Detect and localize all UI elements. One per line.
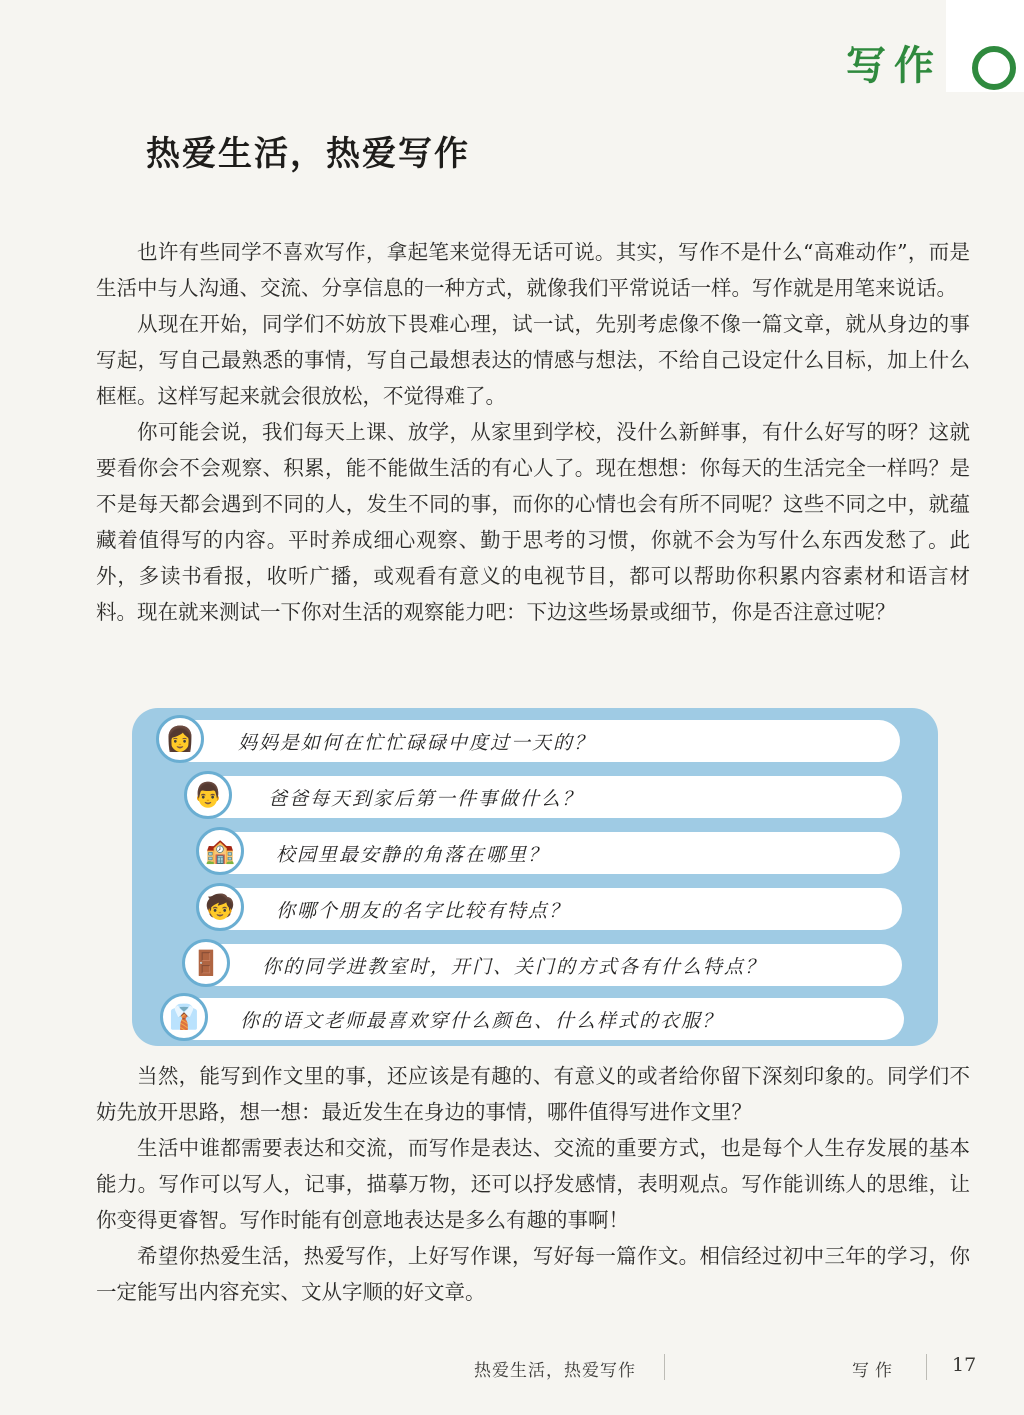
observation-question-panel bbox=[132, 708, 938, 1046]
question-text: 爸爸每天到家后第一件事做什么？ bbox=[268, 787, 584, 810]
page-footer bbox=[0, 1352, 1024, 1382]
paragraph: 你可能会说，我们每天上课、放学，从家里到学校，没什么新鲜事，有什么好写的呀？这就要看你会不会观察、积累，能不能做生活的有心人了。现在想想：你每天的生活完全一样吗？是不是每天都会遇到不同的人，发生不同的事，而你的心情也会有所不同呢？这些不同之中，就蕴藏着值得写的内容。平时养成细心观察、勤于思考的习惯，你就不会为写什么东西发愁了。此外，多读书看报，收听广播，或观看有意义的电视节目，都可以帮助你积累内容素材和语言材料。现在就来测试一下你对生活的观察能力吧：下边这些场景或细节，你是否注意过呢？ bbox=[96, 420, 970, 624]
classmate-icon: 🚪 bbox=[182, 939, 230, 987]
footer-section: 写作 bbox=[852, 1361, 898, 1381]
question-row bbox=[205, 832, 900, 874]
page-title: 热爱生活，热爱写作 bbox=[146, 134, 470, 174]
teacher-icon: 👔 bbox=[160, 993, 208, 1041]
intro-paragraphs bbox=[96, 234, 970, 630]
closing-paragraphs bbox=[96, 1058, 970, 1310]
question-row bbox=[193, 776, 902, 818]
section-tag: 写作 bbox=[846, 42, 942, 89]
chapter-badge bbox=[946, 0, 1024, 92]
paragraph: 也许有些同学不喜欢写作，拿起笔来觉得无话可说。其实，写作不是什么“高难动作”，而是生活中与人沟通、交流、分享信息的一种方式，就像我们平常说话一样。写作就是用笔来说话。 bbox=[96, 240, 970, 300]
question-row bbox=[205, 888, 902, 930]
paragraph: 生活中谁都需要表达和交流，而写作是表达、交流的重要方式，也是每个人生存发展的基本能力。写作可以写人，记事，描摹万物，还可以抒发感情，表明观点。写作能训练人的思维，让你变得更睿智。写作时能有创意地表达是多么有趣的事啊！ bbox=[96, 1136, 970, 1232]
paragraph: 当然，能写到作文里的事，还应该是有趣的、有意义的或者给你留下深刻印象的。同学们不妨先放开思路，想一想：最近发生在身边的事情，哪件值得写进作文里？ bbox=[96, 1064, 970, 1124]
question-text: 妈妈是如何在忙忙碌碌中度过一天的？ bbox=[238, 731, 596, 754]
question-row bbox=[165, 720, 900, 762]
question-row bbox=[169, 998, 904, 1040]
mother-icon: 👩 bbox=[156, 715, 204, 763]
footer-divider bbox=[926, 1354, 927, 1380]
footer-running-title: 热爱生活，热爱写作 bbox=[474, 1361, 636, 1381]
paragraph: 希望你热爱生活，热爱写作，上好写作课，写好每一篇作文。相信经过初中三年的学习，你一定能写出内容充实、文从字顺的好文章。 bbox=[96, 1244, 970, 1304]
question-row bbox=[191, 944, 902, 986]
paragraph: 从现在开始，同学们不妨放下畏难心理，试一试，先别考虑像不像一篇文章，就从身边的事写起，写自己最熟悉的事情，写自己最想表达的情感与想法，不给自己设定什么目标，加上什么框框。这样写起来就会很放松，不觉得难了。 bbox=[96, 312, 970, 408]
chapter-badge-ring-icon bbox=[972, 46, 1016, 90]
question-text: 校园里最安静的角落在哪里？ bbox=[276, 843, 550, 866]
question-text: 你的同学进教室时，开门、关门的方式各有什么特点？ bbox=[262, 955, 767, 978]
footer-divider bbox=[664, 1354, 665, 1380]
father-icon: 👨 bbox=[184, 771, 232, 819]
page-number: 17 bbox=[952, 1354, 977, 1376]
question-text: 你的语文老师最喜欢穿什么颜色、什么样式的衣服？ bbox=[240, 1009, 724, 1032]
question-text: 你哪个朋友的名字比较有特点？ bbox=[276, 899, 571, 922]
school-building-icon: 🏫 bbox=[196, 827, 244, 875]
friend-icon: 🧒 bbox=[196, 883, 244, 931]
